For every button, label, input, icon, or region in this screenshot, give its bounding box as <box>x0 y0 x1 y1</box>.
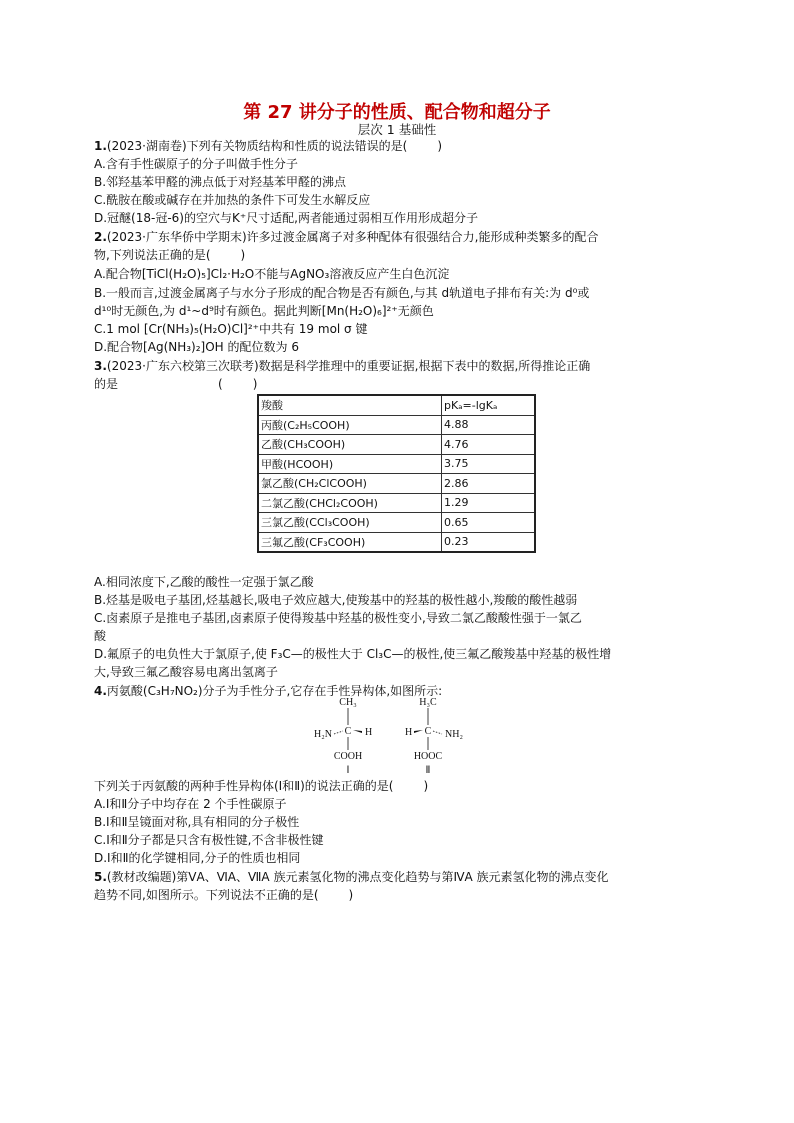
table-header-cell: pKₐ=-lgKₐ <box>442 395 536 415</box>
pka-value-cell: 4.76 <box>442 435 536 455</box>
page-title: 第 27 讲分子的性质、配合物和超分子 <box>243 102 551 123</box>
acid-name-cell: 丙酸(C₂H₅COOH) <box>258 415 442 435</box>
mol2-bottom-group: HOOC <box>413 751 443 762</box>
acid-name-cell: 三氯乙酸(CCl₃COOH) <box>258 513 442 533</box>
q2-close-paren: ) <box>240 248 246 262</box>
pka-value-cell: 0.23 <box>442 532 536 552</box>
q1-stem-text: (2023·湖南卷)下列有关物质结构和性质的说法错误的是( <box>106 139 408 153</box>
mol2-bond-left-wedge <box>414 730 423 733</box>
q4-stem-text: 丙氨酸(C₃H₇NO₂)分子为手性分子,它存在手性异构体,如图所示: <box>106 684 443 698</box>
q3-option-c-line1: C.卤素原子是推电子基团,卤素原子使得羧基中羟基的极性变小,导致二氯乙酸酸性强于一氯乙 <box>94 611 582 625</box>
pka-value-cell: 3.75 <box>442 454 536 474</box>
acid-name-cell: 氯乙酸(CH₂ClCOOH) <box>258 474 442 494</box>
q3-stem-line1 <box>94 357 714 375</box>
q2-number: 2. <box>94 230 107 244</box>
q1-option-d: D.冠醚(18-冠-6)的空穴与K⁺尺寸适配,两者能通过弱相互作用形成超分子 <box>94 211 479 225</box>
mol2-right-group: NH₂ <box>445 729 463 740</box>
mol1-top-group: CH₃ <box>339 697 357 708</box>
table-row <box>258 532 535 552</box>
mol1-bond-left-dashed <box>334 731 343 734</box>
q5-stem-text1: (教材改编题)第ⅤA、ⅥA、ⅦA 族元素氢化物的沸点变化趋势与第ⅣA 族元素氢化物的沸点变化 <box>106 870 609 884</box>
q3-stem-text2: 的是 <box>94 377 119 391</box>
q3-close-paren: ) <box>252 377 258 391</box>
q4-option-d: D.Ⅰ和Ⅱ的化学键相同,分子的性质也相同 <box>94 851 301 865</box>
table-row <box>258 454 535 474</box>
mol1-left-group: H₂N <box>314 729 332 740</box>
table-header-cell: 羧酸 <box>258 395 442 415</box>
mol1-central-carbon: C <box>344 726 352 737</box>
pka-value-cell: 1.29 <box>442 493 536 513</box>
molecule-I <box>314 697 372 775</box>
pka-value-cell: 4.88 <box>442 415 536 435</box>
q3-option-c-line2: 酸 <box>94 629 107 643</box>
q5-stem-text2: 趋势不同,如图所示。下列说法不正确的是( <box>94 888 319 902</box>
q2-stem-line1 <box>94 228 714 246</box>
q3-open-paren: ( <box>218 377 223 391</box>
molecule-II <box>405 697 463 775</box>
q4-number: 4. <box>94 684 107 698</box>
q3-option-b: B.烃基是吸电子基团,烃基越长,吸电子效应越大,使羧基中的羟基的极性越小,羧酸的酸性越弱 <box>94 593 578 607</box>
q4-stem-text2: 下列关于丙氨酸的两种手性异构体(Ⅰ和Ⅱ)的说法正确的是( <box>94 779 394 793</box>
q4-stem-line2 <box>94 777 714 795</box>
alanine-enantiomers-figure <box>300 695 500 775</box>
q4-option-b: B.Ⅰ和Ⅱ呈镜面对称,具有相同的分子极性 <box>94 815 300 829</box>
q3-option-a: A.相同浓度下,乙酸的酸性一定强于氯乙酸 <box>94 575 314 589</box>
mol1-label: Ⅰ <box>346 765 350 775</box>
table-row <box>258 513 535 533</box>
q4-close-paren: ) <box>423 779 429 793</box>
table-row <box>258 493 535 513</box>
q2-stem-line2 <box>94 246 714 264</box>
mol2-bond-right-dashed <box>433 731 442 734</box>
q5-stem-line2 <box>94 886 714 904</box>
mol2-top-group: H₃C <box>419 697 437 708</box>
q3-stem-text1: (2023·广东六校第三次联考)数据是科学推理中的重要证据,根据下表中的数据,所得推论正确 <box>106 359 591 373</box>
q2-option-a: A.配合物[TiCl(H₂O)₅]Cl₂·H₂O不能与AgNO₃溶液反应产生白色沉淀 <box>94 267 450 281</box>
q1-option-c: C.酰胺在酸或碱存在并加热的条件下可发生水解反应 <box>94 193 371 207</box>
q1-option-b: B.邻羟基苯甲醛的沸点低于对羟基苯甲醛的沸点 <box>94 175 347 189</box>
q3-number: 3. <box>94 359 107 373</box>
pka-value-cell: 0.65 <box>442 513 536 533</box>
pka-value-cell: 2.86 <box>442 474 536 494</box>
table-header-row <box>258 395 535 415</box>
q3-option-d-line2: 大,导致三氟乙酸容易电离出氢离子 <box>94 665 278 679</box>
section-subtitle: 层次 1 基础性 <box>357 122 437 137</box>
q2-stem-text1: (2023·广东华侨中学期末)许多过渡金属离子对多种配体有很强结合力,能形成种类繁多的配合 <box>106 230 599 244</box>
q1-number: 1. <box>94 139 107 153</box>
q3-option-d-line1: D.氟原子的电负性大于氯原子,使 F₃C—的极性大于 Cl₃C—的极性,使三氟乙酸羧基中羟基的极性增 <box>94 647 612 661</box>
mol2-central-carbon: C <box>424 726 432 737</box>
q2-option-b-line2: d¹⁰时无颜色,为 d¹~d⁹时有颜色。据此判断[Mn(H₂O)₆]²⁺无颜色 <box>94 304 434 318</box>
q1-stem <box>94 137 714 155</box>
pka-table <box>257 394 536 553</box>
acid-name-cell: 乙酸(CH₃COOH) <box>258 435 442 455</box>
q5-stem-line1 <box>94 868 714 886</box>
mol2-left-group: H <box>405 727 413 738</box>
mol2-label: Ⅱ <box>425 765 431 775</box>
q2-option-c: C.1 mol [Cr(NH₃)₅(H₂O)Cl]²⁺中共有 19 mol σ 键 <box>94 322 368 336</box>
q5-number: 5. <box>94 870 107 884</box>
mol1-bond-right-wedge <box>353 730 362 733</box>
q4-option-a: A.Ⅰ和Ⅱ分子中均存在 2 个手性碳原子 <box>94 797 287 811</box>
mol1-bottom-group: COOH <box>333 751 363 762</box>
acid-name-cell: 甲酸(HCOOH) <box>258 454 442 474</box>
q2-option-d: D.配合物[Ag(NH₃)₂]OH 的配位数为 6 <box>94 340 299 354</box>
table-row <box>258 474 535 494</box>
table-row <box>258 435 535 455</box>
q4-option-c: C.Ⅰ和Ⅱ分子都是只含有极性键,不含非极性键 <box>94 833 324 847</box>
acid-name-cell: 三氟乙酸(CF₃COOH) <box>258 532 442 552</box>
q3-stem-line2 <box>94 375 714 393</box>
q1-option-a: A.含有手性碳原子的分子叫做手性分子 <box>94 157 298 171</box>
table-row <box>258 415 535 435</box>
q5-close-paren: ) <box>348 888 354 902</box>
q2-stem-text2: 物,下列说法正确的是( <box>94 248 211 262</box>
q1-close-paren: ) <box>437 139 443 153</box>
mol1-right-group: H <box>365 727 373 738</box>
q2-option-b-line1: B.一般而言,过渡金属离子与水分子形成的配合物是否有颜色,与其 d轨道电子排布有关:为 d⁰或 <box>94 286 590 300</box>
acid-name-cell: 二氯乙酸(CHCl₂COOH) <box>258 493 442 513</box>
